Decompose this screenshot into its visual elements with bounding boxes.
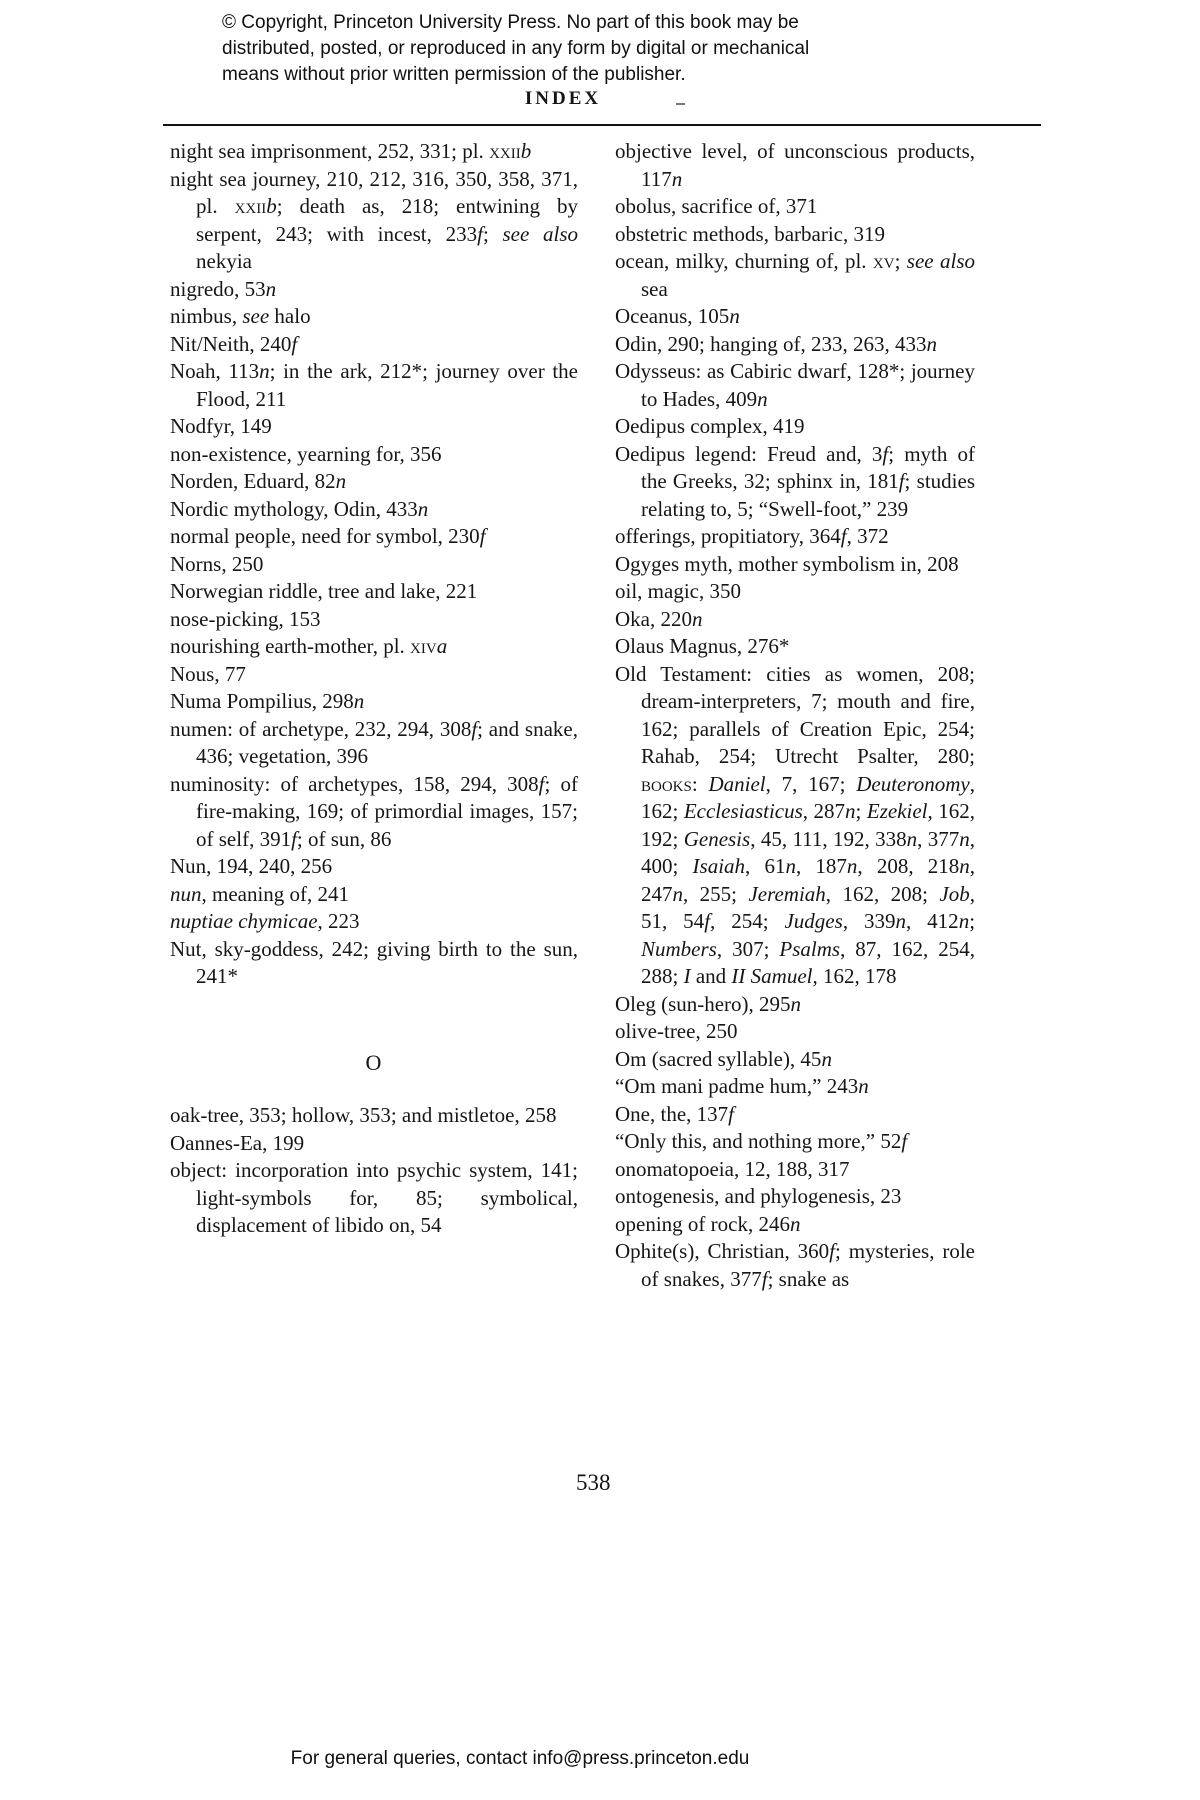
index-entry: Olaus Magnus, 276*: [615, 634, 790, 658]
index-entry: Norns, 250: [170, 551, 264, 576]
index-entry: Odin, 290; hanging of, 233, 263, 433n: [615, 331, 937, 356]
index-entry: nun, meaning of, 241: [170, 881, 350, 906]
index-entry: “Om mani padme hum,” 243n: [615, 1074, 869, 1098]
index-entry: Nodfyr, 149: [170, 414, 272, 438]
index-entry: night sea imprisonment, 252, 331; pl. xxiib: [170, 139, 532, 163]
page-number: 538: [576, 1470, 611, 1495]
index-entry: onomatopoeia, 12, 188, 317: [615, 1156, 850, 1181]
index-entry: normal people, need for symbol, 230f: [170, 524, 486, 548]
index-entry: One, the, 137f: [615, 1101, 734, 1126]
index-entry: nimbus, see halo: [170, 304, 311, 328]
index-entry: Oedipus legend: Freud and, 3f; myth of the Greeks, 32; sphinx in, 181f; studies relating to, 5; “Swell-foot,” 239: [615, 441, 975, 521]
index-entry: oak-tree, 353; hollow, 353; and mistletoe, 258: [170, 1103, 557, 1127]
index-entry: opening of rock, 246n: [615, 1211, 801, 1236]
index-entry: Norden, Eduard, 82n: [170, 469, 347, 493]
running-head: INDEX: [524, 88, 602, 109]
index-column-right: [615, 138, 975, 1293]
index-entry: obolus, sacrifice of, 371: [615, 194, 818, 218]
index-entry: olive-tree, 250: [615, 1019, 738, 1043]
index-entry: Nut, sky-goddess, 242; giving birth to the sun, 241*: [170, 936, 578, 988]
index-entry: Ogyges myth, mother symbolism in, 208: [615, 551, 959, 576]
index-entry: ocean, milky, churning of, pl. xv; see also sea: [615, 249, 975, 301]
index-entry: object: incorporation into psychic system, 141; light-symbols for, 85; symbolical, displacement of libido on, 54: [170, 1158, 578, 1237]
index-entry: Norwegian riddle, tree and lake, 221: [170, 579, 478, 603]
copyright-notice: © Copyright, Princeton University Press. No part of this book may be distributed, posted, or reproduced in any form by digital or mechanical means without prior written permission of the publisher.: [222, 12, 810, 85]
scan-artifact-dash: [676, 103, 685, 105]
header-rule: [163, 124, 1041, 126]
index-entry: Ophite(s), Christian, 360f; mysteries, role of snakes, 377f; snake as: [615, 1239, 975, 1291]
index-entry: numinosity: of archetypes, 158, 294, 308f; of fire-making, 169; of primordial images, 157; of self, 391f; of sun, 86: [170, 771, 579, 851]
footer-contact: For general queries, contact info@press.princeton.edu: [290, 1748, 750, 1769]
index-entry: Oka, 220n: [615, 606, 703, 631]
index-entry: Nous, 77: [170, 661, 246, 686]
index-entry: Oleg (sun-hero), 295n: [615, 991, 802, 1016]
index-column-left: [170, 138, 578, 1240]
index-entry: night sea journey, 210, 212, 316, 350, 358, 371, pl. xxiib; death as, 218; entwining by serpent, 243; with incest, 233f; see also nekyia: [170, 166, 579, 273]
index-entry: offerings, propitiatory, 364f, 372: [615, 524, 889, 548]
index-entry: Nit/Neith, 240f: [170, 331, 298, 356]
index-entry: Oedipus complex, 419: [615, 414, 805, 438]
index-entry: Noah, 113n; in the ark, 212*; journey over the Flood, 211: [170, 359, 578, 411]
index-entry: objective level, of unconscious products, 117n: [615, 139, 975, 191]
index-entry: Oannes-Ea, 199: [170, 1130, 305, 1155]
index-entry: nourishing earth-mother, pl. xiva: [170, 634, 448, 658]
index-entry: nuptiae chymicae, 223: [170, 909, 360, 933]
index-entry: Oceanus, 105n: [615, 304, 740, 328]
index-entry: Odysseus: as Cabiric dwarf, 128*; journey to Hades, 409n: [615, 359, 975, 411]
index-entry: nigredo, 53n: [170, 276, 277, 301]
index-entry: “Only this, and nothing more,” 52f: [615, 1129, 908, 1153]
index-entry: obstetric methods, barbaric, 319: [615, 221, 886, 246]
index-entry: nose-picking, 153: [170, 606, 321, 631]
index-entry: Nordic mythology, Odin, 433n: [170, 496, 429, 521]
index-entry: oil, magic, 350: [615, 579, 741, 603]
entry-list-left-top: [170, 138, 578, 991]
section-heading-o: O: [365, 1049, 383, 1075]
index-entry: Numa Pompilius, 298n: [170, 689, 365, 713]
index-entry: non-existence, yearning for, 356: [170, 441, 442, 466]
entry-list-left-bottom: [170, 1102, 578, 1240]
index-entry: numen: of archetype, 232, 294, 308f; and snake, 436; vegetation, 396: [170, 716, 578, 768]
index-entry: ontogenesis, and phylogenesis, 23: [615, 1184, 902, 1208]
entry-list-right: [615, 138, 975, 1293]
index-entry: Old Testament: cities as women, 208; dream-interpreters, 7; mouth and fire, 162; parallels of Creation Epic, 254; Rahab, 254; Utrecht Psalter, 280; books: Daniel, 7, 167; Deuteronomy, 162; Ecclesiasticus, 287n; Ezekiel, 162, 192; Genesis, 45, 111, 192, 338n, 377n, 400; Isaiah, 61n, 187n, 208, 218n, 247n, 255; Jeremiah, 162, 208; Job, 51, 54f, 254; Judges, 339n, 412n; Numbers, 307; Psalms, 87, 162, 254, 288; I and II Samuel, 162, 178: [615, 661, 976, 988]
index-entry: Om (sacred syllable), 45n: [615, 1046, 832, 1071]
index-entry: Nun, 194, 240, 256: [170, 854, 333, 878]
